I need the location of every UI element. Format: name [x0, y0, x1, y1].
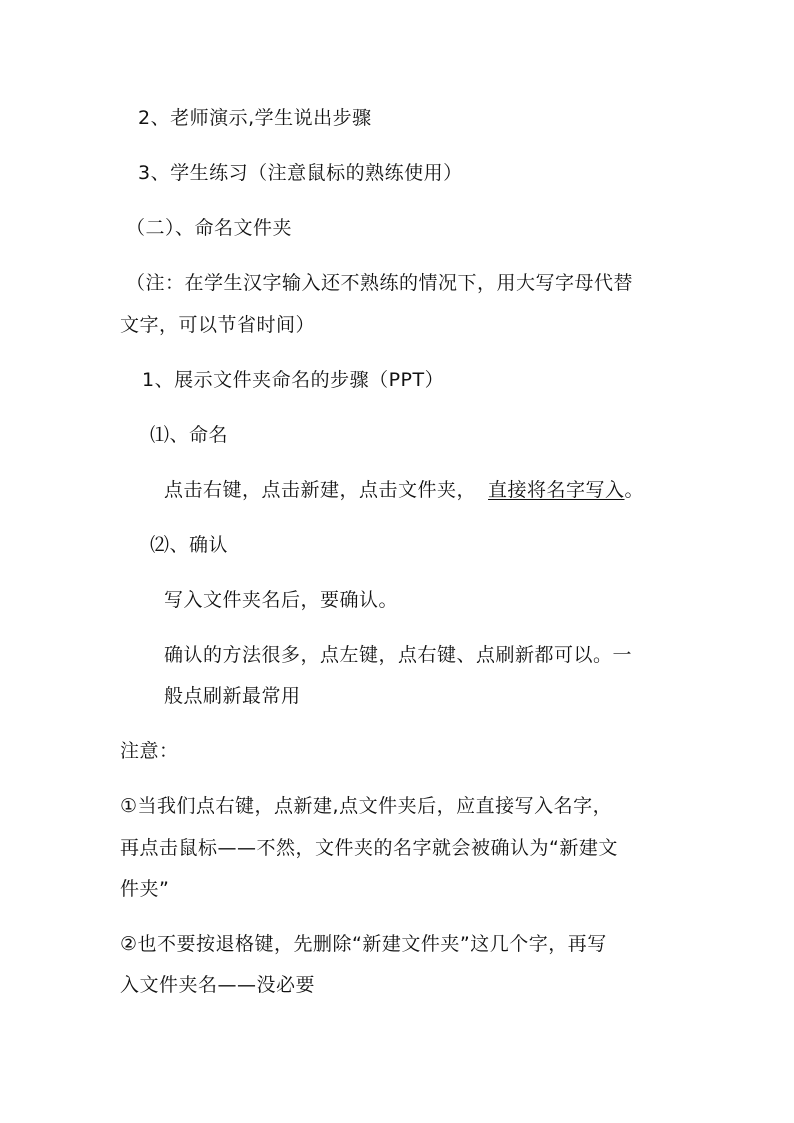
substep-naming-heading: ⑴、命名 — [150, 424, 229, 446]
notice-item-1-line-3: 件夹” — [120, 878, 170, 900]
section-heading: （二）、命名文件夹 — [126, 217, 293, 239]
confirm-line-3: 般点刷新最常用 — [164, 685, 301, 707]
substep-confirm-heading: ⑵、确认 — [150, 534, 229, 556]
confirm-line-2: 确认的方法很多，点左键，点右键、点刷新都可以。一 — [164, 644, 633, 666]
notice-item-1-line-2: 再点击鼠标——不然，文件夹的名字就会被确认为“新建文 — [120, 837, 618, 859]
notice-item-2-line-1: ②也不要按退格键，先删除“新建文件夹”这几个字，再写 — [120, 933, 607, 955]
notice-item-1-line-1: ①当我们点右键，点新建,点文件夹后，应直接写入名字， — [120, 795, 613, 817]
step-1-line: 1、展示文件夹命名的步骤（PPT） — [142, 369, 445, 391]
step-2-line: 2、老师演示,学生说出步骤 — [138, 107, 372, 129]
confirm-line-1: 写入文件夹名后，要确认。 — [164, 589, 399, 611]
notice-heading: 注意： — [120, 740, 179, 762]
notice-item-2-line-2: 入文件夹名——没必要 — [120, 974, 316, 996]
note-line-1: （注：在学生汉字输入还不熟练的情况下，用大写字母代替 — [126, 272, 634, 294]
naming-instruction-text: 点击右键，点击新建，点击文件夹， — [164, 479, 477, 501]
note-line-2: 文字，可以节省时间） — [120, 314, 316, 336]
step-3-line: 3、学生练习（注意鼠标的熟练使用） — [138, 162, 463, 184]
naming-instruction-line — [164, 478, 644, 502]
sentence-end: 。 — [624, 479, 645, 501]
underlined-emphasis: 直接将名字写入 — [488, 479, 625, 501]
